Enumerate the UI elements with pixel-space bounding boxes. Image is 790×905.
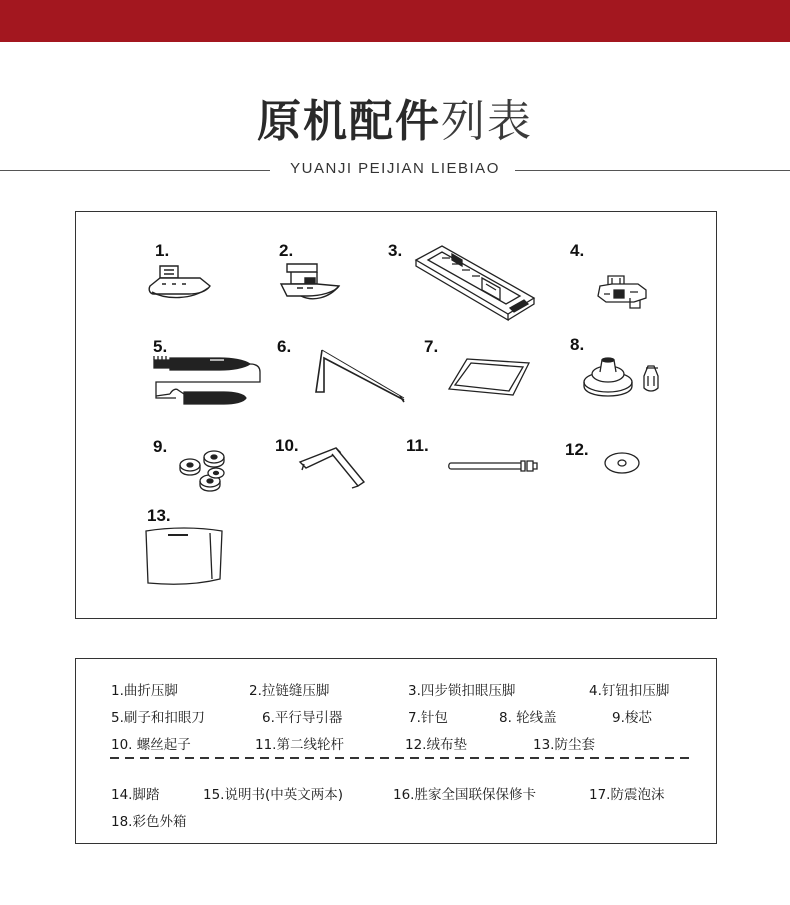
part-number: 8. [570,335,585,354]
list-item: 8. 轮线盖 [499,710,557,726]
title-bold: 原机配件 [257,96,441,147]
spool-cap-icon [582,352,668,404]
list-item: 9.梭芯 [612,710,652,726]
part-number: 4. [570,241,585,260]
list-item: 7.针包 [408,710,448,726]
seam-guide-icon [312,348,410,408]
list-item: 1.曲折压脚 [111,683,178,699]
page-title [0,96,790,148]
part-number: 2. [279,241,294,260]
list-item: 16.胜家全国联保保修卡 [393,787,536,803]
part-number: 5. [153,337,168,356]
part-number: 13. [147,506,171,525]
title-light: 列表 [441,96,533,147]
list-item: 13.防尘套 [533,737,595,753]
list-item: 3.四步锁扣眼压脚 [408,683,516,699]
list-item: 15.说明书(中英文两本) [203,787,344,803]
part-number: 3. [388,241,403,260]
list-item: 10. 螺丝起子 [111,737,191,753]
list-item: 11.第二线轮杆 [255,737,344,753]
list-item: 5.刷子和扣眼刀 [111,710,205,726]
list-item: 14.脚踏 [111,787,160,803]
presser-foot-zigzag-icon [142,262,214,310]
part-number: 12. [565,440,589,459]
felt-washer-icon [602,450,642,480]
subtitle-rule-right [515,170,790,171]
list-divider [110,757,690,759]
subtitle-rule-left [0,170,270,171]
spool-pin-icon [447,458,541,478]
part-number: 10. [275,436,299,455]
felt-pad-icon [447,357,531,401]
buttonhole-foot-icon [412,244,538,330]
list-item: 12.绒布垫 [405,737,467,753]
page-subtitle: YUANJI PEIJIAN LIEBIAO [290,160,500,177]
list-item: 17.防震泡沫 [589,787,665,803]
top-banner [0,0,790,42]
part-number: 6. [277,337,292,356]
part-number: 1. [155,241,170,260]
part-number: 9. [153,437,168,456]
dust-cover-icon [140,525,228,593]
list-item: 18.彩色外箱 [111,814,187,830]
button-sewing-foot-icon [594,272,650,316]
part-number: 7. [424,337,439,356]
list-item: 6.平行导引器 [262,710,343,726]
screwdriver-icon [296,444,370,494]
list-item: 2.拉链缝压脚 [249,683,330,699]
list-item: 4.钉钮扣压脚 [589,683,670,699]
brush-and-seam-ripper-icon [150,350,266,416]
bobbins-icon [176,447,236,499]
part-number: 11. [406,436,429,455]
zipper-foot-icon [277,258,347,308]
